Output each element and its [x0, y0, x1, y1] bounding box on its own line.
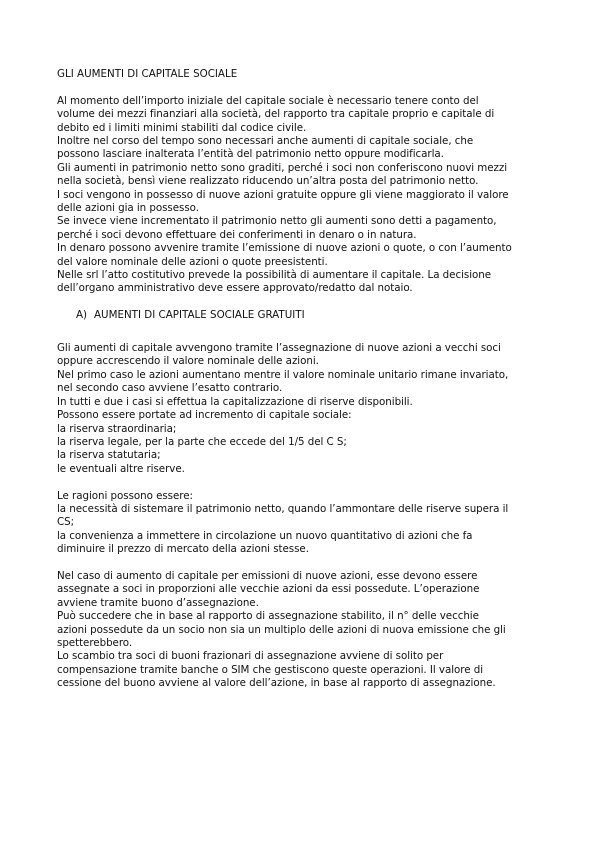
text-line: diminuire il prezzo di mercato della azioni stesse.: [57, 543, 309, 556]
paragraph-reasons: [57, 490, 541, 557]
text-line: azioni possedute da un socio non sia un multiplo delle azioni di nuova emissione che gli: [57, 623, 506, 636]
paragraph-capital-increase: [57, 342, 541, 476]
text-line: Le ragioni possono essere:: [57, 489, 193, 502]
text-line: Nel caso di aumento di capitale per emissioni di nuove azioni, esse devono essere: [57, 569, 478, 582]
text-line: Nel primo caso le azioni aumentano mentre il valore nominale unitario rimane invariato,: [57, 368, 509, 381]
text-line: la riserva legale, per la parte che eccede del 1/5 del C S;: [57, 435, 347, 448]
text-line: le eventuali altre riserve.: [57, 462, 185, 475]
text-line: delle azioni gia in possesso.: [57, 202, 199, 215]
text-line: del valore nominale delle azioni o quote preesistenti.: [57, 255, 328, 268]
text-line: Gli aumenti di capitale avvengono tramite l’assegnazione di nuove azioni a vecchi soci: [57, 342, 501, 355]
text-line: Al momento dell’importo iniziale del capitale sociale è necessario tenere conto del: [57, 94, 479, 107]
intro-paragraph: [57, 95, 541, 296]
text-line: assegnate a soci in proporzioni alle vecchie azioni da essi possedute. L’operazione: [57, 583, 480, 596]
text-line: CS;: [57, 516, 75, 529]
document-title: GLI AUMENTI DI CAPITALE SOCIALE: [57, 68, 238, 80]
text-line: la riserva statutaria;: [57, 449, 161, 462]
text-line: la riserva straordinaria;: [57, 422, 177, 435]
text-line: oppure accrescendo il valore nominale delle azioni.: [57, 355, 319, 368]
text-line: spetterebbero.: [57, 636, 133, 649]
text-line: dell’organo amministrativo deve essere approvato/redatto dal notaio.: [57, 282, 413, 295]
text-line: cessione del buono avviene al valore dell’azione, in base al rapporto di assegnazione.: [57, 677, 496, 690]
text-line: compensazione tramite banche o SIM che gestiscono queste operazioni. Il valore di: [57, 663, 484, 676]
text-line: Nelle srl l’atto costitutivo prevede la possibilità di aumentare il capitale. La decisione: [57, 269, 492, 282]
paragraph-new-shares: [57, 570, 541, 691]
text-line: I soci vengono in possesso di nuove azioni gratuite oppure gli viene maggiorato il valore: [57, 188, 509, 201]
text-line: avviene tramite buono d’assegnazione.: [57, 596, 259, 609]
text-line: la necessità di sistemare il patrimonio netto, quando l’ammontare delle riserve supera il: [57, 502, 509, 515]
section-a-title: AUMENTI DI CAPITALE SOCIALE GRATUITI: [94, 309, 305, 322]
text-line: In tutti e due i casi si effettua la capitalizzazione di riserve disponibili.: [57, 395, 413, 408]
text-line: Gli aumenti in patrimonio netto sono graditi, perché i soci non conferiscono nuovi mezzi: [57, 161, 508, 174]
text-line: Inoltre nel corso del tempo sono necessari anche aumenti di capitale sociale, che: [57, 135, 474, 148]
text-line: Possono essere portate ad incremento di capitale sociale:: [57, 409, 352, 422]
text-line: In denaro possono avvenire tramite l’emissione di nuove azioni o quote, o con l’aumento: [57, 242, 512, 255]
text-line: debito ed i limiti minimi stabiliti dal codice civile.: [57, 121, 307, 134]
text-line: Se invece viene incrementato il patrimonio netto gli aumenti sono detti a pagamento,: [57, 215, 497, 228]
text-line: nella società, bensì viene realizzato riducendo un’altra posta del patrimonio netto.: [57, 175, 479, 188]
text-line: possono lasciare inalterata l’entità del patrimonio netto oppure modificarla.: [57, 148, 444, 161]
text-line: la convenienza a immettere in circolazione un nuovo quantitativo di azioni che fa: [57, 529, 473, 542]
section-a-heading: [57, 309, 541, 322]
text-line: Può succedere che in base al rapporto di assegnazione stabilito, il n° delle vecchie: [57, 610, 479, 623]
text-line: nel secondo caso avviene l’esatto contrario.: [57, 382, 283, 395]
text-line: Lo scambio tra soci di buoni frazionari di assegnazione avviene di solito per: [57, 650, 444, 663]
text-line: perché i soci devono effettuare dei conferimenti in denaro o in natura.: [57, 228, 417, 241]
section-a-number: A): [76, 309, 88, 322]
text-line: volume dei mezzi finanziari alla società, del rapporto tra capitale proprio e capitale di: [57, 108, 495, 121]
